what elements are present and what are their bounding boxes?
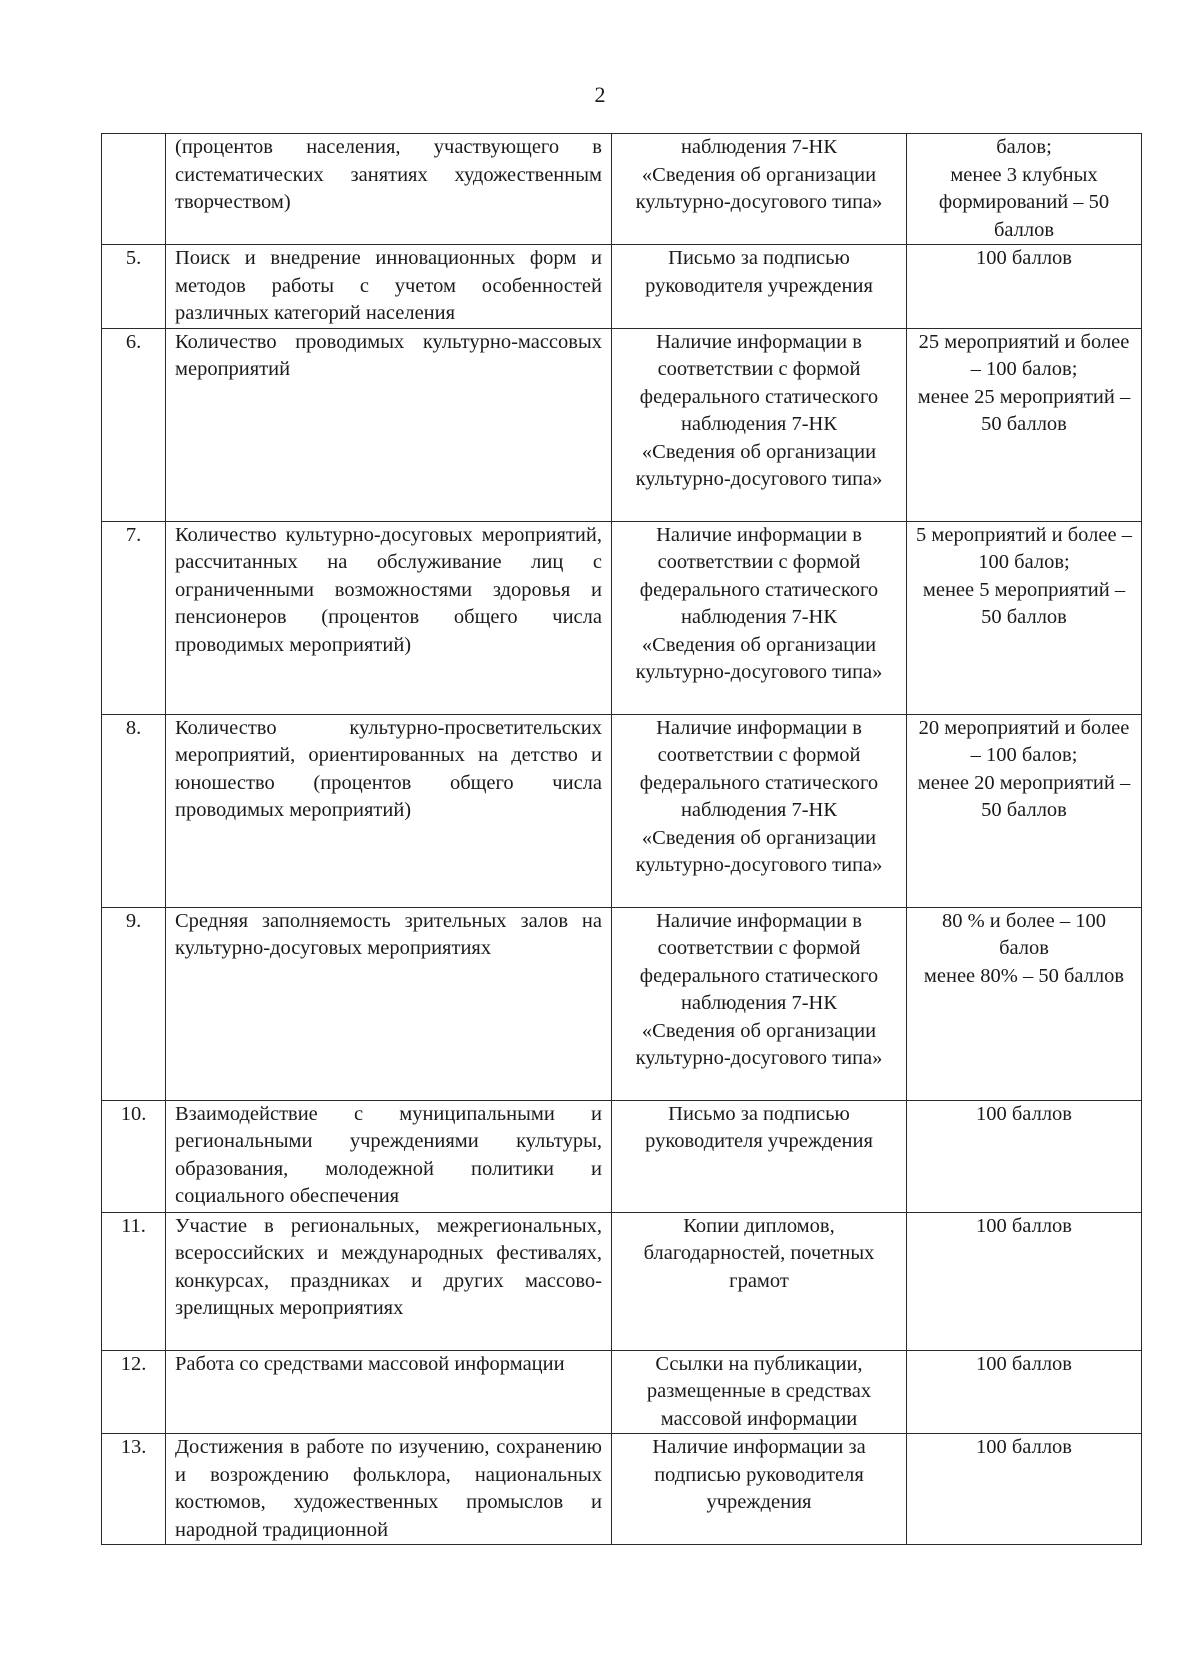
row-number: 6. xyxy=(102,328,166,521)
score-cell: 5 мероприятий и более – 100 балов; менее 5 мероприятий – 50 баллов xyxy=(907,521,1142,714)
criteria-table xyxy=(101,133,1142,1545)
table-row xyxy=(102,714,1142,907)
source-cell: Письмо за подписью руководителя учреждения xyxy=(612,245,907,329)
table-row xyxy=(102,134,1142,245)
row-number: 11. xyxy=(102,1212,166,1350)
row-number: 9. xyxy=(102,907,166,1100)
row-number: 10. xyxy=(102,1100,166,1212)
source-cell: Ссылки на публикации, размещенные в средствах массовой информации xyxy=(612,1350,907,1434)
score-cell: 100 баллов xyxy=(907,245,1142,329)
row-number: 5. xyxy=(102,245,166,329)
table-row xyxy=(102,1100,1142,1212)
table-row xyxy=(102,1212,1142,1350)
criterion-cell: Участие в региональных, межрегиональных, всероссийских и международных фестивалях, конкурсах, праздниках и других массово-зрелищных мероприятиях xyxy=(166,1212,612,1350)
source-cell: Копии дипломов, благодарностей, почетных грамот xyxy=(612,1212,907,1350)
source-cell: Наличие информации в соответствии с формой федерального статического наблюдения 7-НК «Сведения об организации культурно-досугового типа» xyxy=(612,521,907,714)
score-cell: 100 баллов xyxy=(907,1212,1142,1350)
table-row xyxy=(102,245,1142,329)
criterion-cell: Количество проводимых культурно-массовых мероприятий xyxy=(166,328,612,521)
criterion-cell: (процентов населения, участвующего в систематических занятиях художественным творчеством) xyxy=(166,134,612,245)
row-number: 12. xyxy=(102,1350,166,1434)
row-number xyxy=(102,134,166,245)
table-row xyxy=(102,1434,1142,1545)
row-number: 13. xyxy=(102,1434,166,1545)
criterion-cell: Количество культурно-просветительских мероприятий, ориентированных на детство и юношество (процентов общего числа проводимых мероприятий) xyxy=(166,714,612,907)
score-cell: 25 мероприятий и более – 100 балов; менее 25 мероприятий – 50 баллов xyxy=(907,328,1142,521)
table-row xyxy=(102,328,1142,521)
criterion-cell: Поиск и внедрение инновационных форм и методов работы с учетом особенностей различных категорий населения xyxy=(166,245,612,329)
table-row xyxy=(102,521,1142,714)
source-cell: Наличие информации за подписью руководителя учреждения xyxy=(612,1434,907,1545)
score-cell: балов; менее 3 клубных формирований – 50 баллов xyxy=(907,134,1142,245)
source-cell: наблюдения 7-НК «Сведения об организации культурно-досугового типа» xyxy=(612,134,907,245)
score-cell: 100 баллов xyxy=(907,1100,1142,1212)
source-cell: Наличие информации в соответствии с формой федерального статического наблюдения 7-НК «Сведения об организации культурно-досугового типа» xyxy=(612,714,907,907)
row-number: 7. xyxy=(102,521,166,714)
score-cell: 80 % и более – 100 балов менее 80% – 50 баллов xyxy=(907,907,1142,1100)
score-cell: 100 баллов xyxy=(907,1350,1142,1434)
page-number: 2 xyxy=(594,82,606,107)
score-cell: 100 баллов xyxy=(907,1434,1142,1545)
criterion-cell: Средняя заполняемость зрительных залов на культурно-досуговых мероприятиях xyxy=(166,907,612,1100)
criterion-cell: Работа со средствами массовой информации xyxy=(166,1350,612,1434)
score-cell: 20 мероприятий и более – 100 балов; менее 20 мероприятий – 50 баллов xyxy=(907,714,1142,907)
source-cell: Наличие информации в соответствии с формой федерального статического наблюдения 7-НК «Сведения об организации культурно-досугового типа» xyxy=(612,328,907,521)
criterion-cell: Количество культурно-досуговых мероприятий, рассчитанных на обслуживание лиц с ограниченными возможностями здоровья и пенсионеров (процентов общего числа проводимых мероприятий) xyxy=(166,521,612,714)
source-cell: Письмо за подписью руководителя учреждения xyxy=(612,1100,907,1212)
table-row xyxy=(102,907,1142,1100)
table-row xyxy=(102,1350,1142,1434)
source-cell: Наличие информации в соответствии с формой федерального статического наблюдения 7-НК «Сведения об организации культурно-досугового типа» xyxy=(612,907,907,1100)
row-number: 8. xyxy=(102,714,166,907)
criterion-cell: Достижения в работе по изучению, сохранению и возрождению фольклора, национальных костюмов, художественных промыслов и народной традиционной xyxy=(166,1434,612,1545)
criterion-cell: Взаимодействие с муниципальными и региональными учреждениями культуры, образования, молодежной политики и социального обеспечения xyxy=(166,1100,612,1212)
